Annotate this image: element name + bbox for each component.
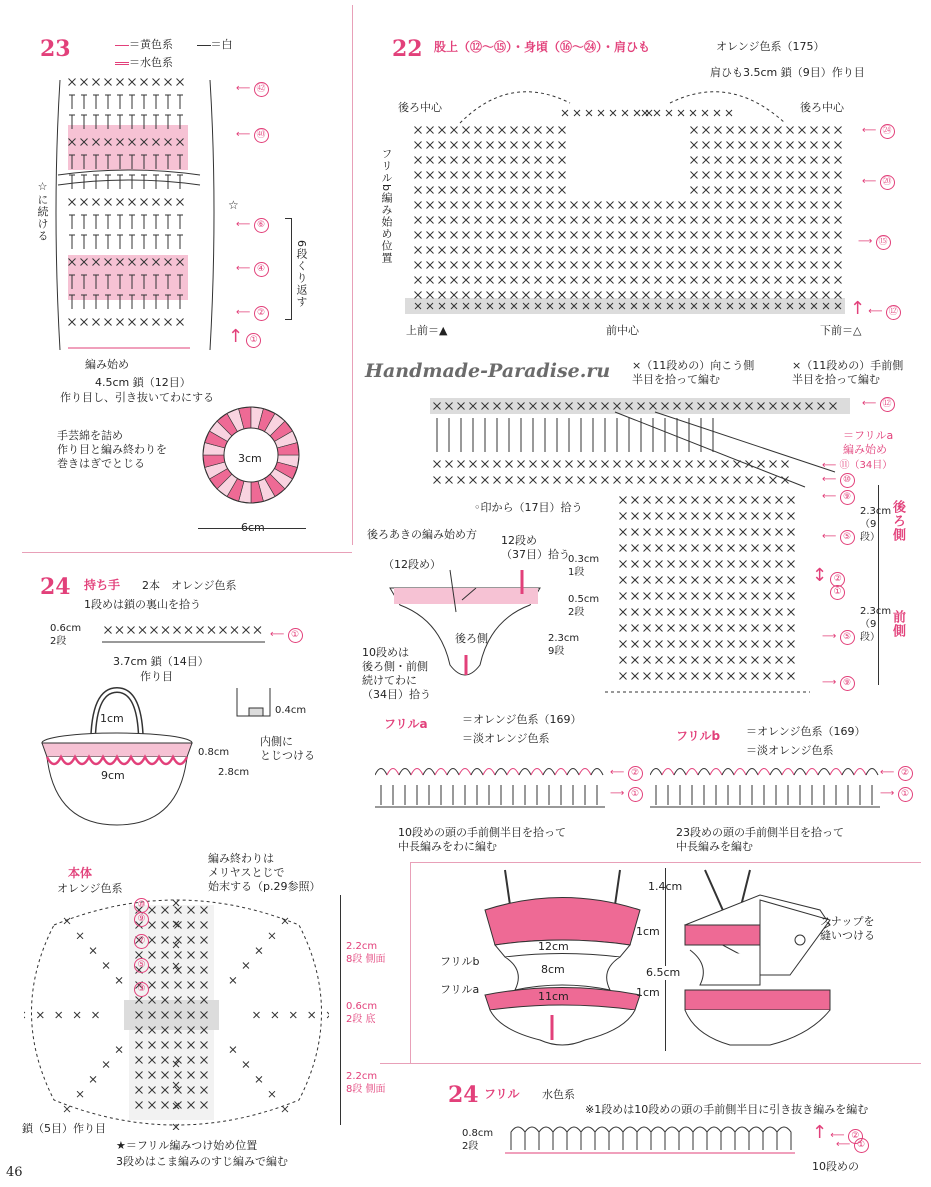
fig-h65: 6.5cm <box>646 966 681 979</box>
s24f-r10: 10段めの <box>812 1160 859 1173</box>
pick-near: ×（11段めの）手前側 半目を拾って編む <box>792 359 904 386</box>
body-r10: ⑩ <box>134 898 149 913</box>
row-1-back: ① <box>830 585 845 600</box>
row-2: ② <box>254 306 269 321</box>
snap-label: スナップを 縫いつける <box>820 915 875 942</box>
row-20: ⑳ <box>880 175 895 190</box>
section-22-number: 22 <box>392 36 423 62</box>
handle-chart <box>100 618 275 648</box>
back-open-title: 後ろあきの編み始め方 <box>367 528 477 541</box>
frill-a-title: フリルa <box>384 717 428 731</box>
frill-a-c1: ＝オレンジ色系（169） <box>462 713 582 726</box>
side2: 2.2cm 8段 側面 <box>346 1071 386 1095</box>
continue-label: ☆に続ける <box>36 180 49 242</box>
s24f-d08: 0.8cm 2段 <box>462 1128 494 1152</box>
watermark: Handmade-Paradise.ru <box>365 360 611 382</box>
legend-white: ＝白 <box>210 38 233 51</box>
inner-diameter: 3cm <box>238 452 262 465</box>
divider-h2 <box>380 1063 920 1064</box>
back-center-left: 後ろ中心 <box>398 101 442 114</box>
handle-note: 1段めは鎖の裏山を拾う <box>84 598 201 611</box>
row-42: ㊷ <box>254 82 269 97</box>
front-center: 前中心 <box>606 324 639 337</box>
basket-diagram <box>35 685 200 835</box>
back-label: 後ろ側 <box>455 632 488 645</box>
legend-blue: ＝水色系 <box>129 56 173 69</box>
frill-b-title: フリルb <box>676 729 721 743</box>
divider-v1 <box>352 5 353 545</box>
s24f-title: フリル <box>484 1087 520 1101</box>
frill-b-row2: ② <box>898 766 913 781</box>
row-10: ⑩ <box>840 473 855 488</box>
body-title: 本体 <box>68 866 93 880</box>
pick37-label: 12段め （37目）拾う <box>501 534 570 561</box>
chart-23 <box>50 70 235 360</box>
legend <box>115 38 295 70</box>
row-12: ⑫ <box>886 305 901 320</box>
page-number: 46 <box>6 1165 23 1180</box>
section-23-number: 23 <box>40 36 71 62</box>
d04: 0.4cm <box>275 705 307 716</box>
row3-note: 3段めはこま編みのすじ編みで編む <box>116 1155 288 1168</box>
frill-a-chart <box>375 757 620 817</box>
s24f-r2: ② <box>848 1129 863 1144</box>
strap-label: 肩ひも3.5cm 鎖（9目）作り目 <box>710 66 865 79</box>
d28: 2.8cm <box>218 767 250 778</box>
legend-yellow: ＝黄色系 <box>129 38 173 51</box>
doll-outfit-front <box>470 865 655 1055</box>
chain5: 鎖（5目）作り目 <box>22 1122 106 1135</box>
frill-a-note: 10段めの頭の手前側半目を拾って 中長編みをわに編む <box>398 826 566 853</box>
row-24: ㉔ <box>880 124 895 139</box>
section-23: 23 ＝黄色系 ＝白 ＝水色系 ☆に続ける ☆ ⟵ ㊷ ⟵ ㊵ ⟵ ⑥ ⟵ ④ ⟵ ② ↑ ① 6段くり返す 編み始め 4.5cm 鎖（12目） 作り目し、引き抜いてわにする 手芸綿を詰め 作り目と編み終わりを 巻きはぎでとじる 3cm 6cm <box>36 36 308 534</box>
d08: 0.8cm <box>198 747 230 758</box>
section-22-title: 股上（⑫～⑮）・身頃（⑯～㉔）・肩ひも <box>434 40 651 54</box>
basket-1cm: 1cm <box>100 712 124 725</box>
back-center-right: 後ろ中心 <box>800 101 844 114</box>
frill-a-start: ＝フリルa 編み始め <box>843 429 894 456</box>
fig-d1b: 1cm <box>636 986 660 999</box>
row-12b: ⑫ <box>880 397 895 412</box>
width-label: 4.5cm 鎖（12目） <box>95 376 191 389</box>
fig-w8: 8cm <box>541 963 565 976</box>
r12-label: （12段め） <box>383 558 441 571</box>
body-r3: ③ <box>134 982 149 997</box>
row-9-front: ⑨ <box>840 676 855 691</box>
frill-b-note: 23段めの頭の手前側半目を拾って 中長編みを編む <box>676 826 844 853</box>
star-mark: ☆ <box>228 198 239 212</box>
chain-note: 作り目し、引き抜いてわにする <box>60 391 214 404</box>
fig-frill-b: フリルb <box>440 955 480 968</box>
d23: 2.3cm 9段 <box>548 633 580 657</box>
row-11: ⑪（34目） <box>839 460 893 471</box>
handle-count: 2本 オレンジ色系 <box>142 579 237 592</box>
fig-d1: 1cm <box>636 925 660 938</box>
row-40: ㊵ <box>254 128 269 143</box>
row-1: ① <box>246 333 261 348</box>
row-4: ④ <box>254 262 269 277</box>
finish-note: 編み終わりは メリヤスとじで 始末する（p.29参照） <box>208 852 321 893</box>
pick-far: ×（11段めの）向こう側 半目を拾って編む <box>632 359 755 386</box>
divider-h1 <box>22 552 352 553</box>
row-15: ⑮ <box>876 235 891 250</box>
handle-length: 3.7cm 鎖（14目） <box>113 655 209 668</box>
mark-pick: ◦印から（17目）拾う <box>474 501 583 514</box>
front-height: 2.3cm（9段） <box>860 606 892 643</box>
start-label: 編み始め <box>85 358 129 371</box>
fig-frill-a: フリルa <box>440 983 480 996</box>
frill-b-c2: ＝淡オレンジ色系 <box>746 744 834 757</box>
s24f-note: ※1段めは10段めの頭の手前側半目に引き抜き編みを編む <box>585 1103 869 1116</box>
repeat-label: 6段くり返す <box>295 240 308 308</box>
back-side: 後ろ側 <box>890 500 905 542</box>
s24f-number: 24 <box>448 1082 479 1108</box>
fig-w12: 12cm <box>538 940 569 953</box>
frill-a-row2: ② <box>628 766 643 781</box>
h06: 0.6cm 2段 <box>50 623 82 647</box>
bottom: 0.6cm 2段 底 <box>346 1001 378 1025</box>
frill-b-c1: ＝オレンジ色系（169） <box>746 725 866 738</box>
frill-b-start: フリルb編み始め位置 <box>380 148 393 264</box>
fig-w11: 11cm <box>538 990 569 1003</box>
s24f-color: 水色系 <box>542 1088 575 1101</box>
body-color: オレンジ色系 <box>57 882 123 895</box>
section-24-number: 24 <box>40 574 71 600</box>
frill-a-c2: ＝淡オレンジ色系 <box>462 732 550 745</box>
doll-outfit-back <box>680 865 850 1055</box>
repeat-bracket <box>285 218 292 320</box>
upper-front: 上前＝▲ <box>406 324 448 337</box>
s24f-chart <box>505 1120 805 1160</box>
handle-join <box>225 688 280 728</box>
back-height: 2.3cm（9段） <box>860 506 892 543</box>
row-6: ⑥ <box>254 218 269 233</box>
handle-row1: ① <box>288 628 303 643</box>
row-2-back: ② <box>830 572 845 587</box>
frill-pos: ★＝フリル編みつけ始め位置 <box>116 1139 258 1152</box>
s24f-r1: ① <box>854 1138 869 1153</box>
stuff-note: 手芸綿を詰め 作り目と編み終わりを 巻きはぎでとじる <box>57 429 167 470</box>
body-r5: ⑤ <box>134 958 149 973</box>
row10-note: 10段めは 後ろ側・前側 続けてわに （34目）拾う <box>362 646 431 701</box>
d05: 0.5cm 2段 <box>568 594 600 618</box>
handle-title: 持ち手 <box>84 578 121 592</box>
body-chart <box>24 895 329 1130</box>
row-9: ⑨ <box>840 490 855 505</box>
s22-color: オレンジ色系（175） <box>716 40 825 53</box>
lower-front: 下前＝△ <box>820 324 862 337</box>
basket-9cm: 9cm <box>101 769 125 782</box>
frill-b-row1: ① <box>898 787 913 802</box>
body-r9: ⑨ <box>134 912 149 927</box>
outer-diameter: 6cm <box>241 521 265 534</box>
front-side: 前側 <box>890 610 905 638</box>
frill-b-chart <box>650 757 895 817</box>
frill-a-row1: ① <box>628 787 643 802</box>
row-5: ⑤ <box>840 530 855 545</box>
inside-label: 内側に とじつける <box>260 735 315 762</box>
row-5-front: ⑤ <box>840 630 855 645</box>
fig-d14: 1.4cm <box>648 880 683 893</box>
d03: 0.3cm 1段 <box>568 554 600 578</box>
chart-22 <box>400 78 855 318</box>
handle-start: 作り目 <box>140 670 173 683</box>
body-r7: ⑦ <box>134 934 149 949</box>
side1: 2.2cm 8段 側面 <box>346 941 386 965</box>
